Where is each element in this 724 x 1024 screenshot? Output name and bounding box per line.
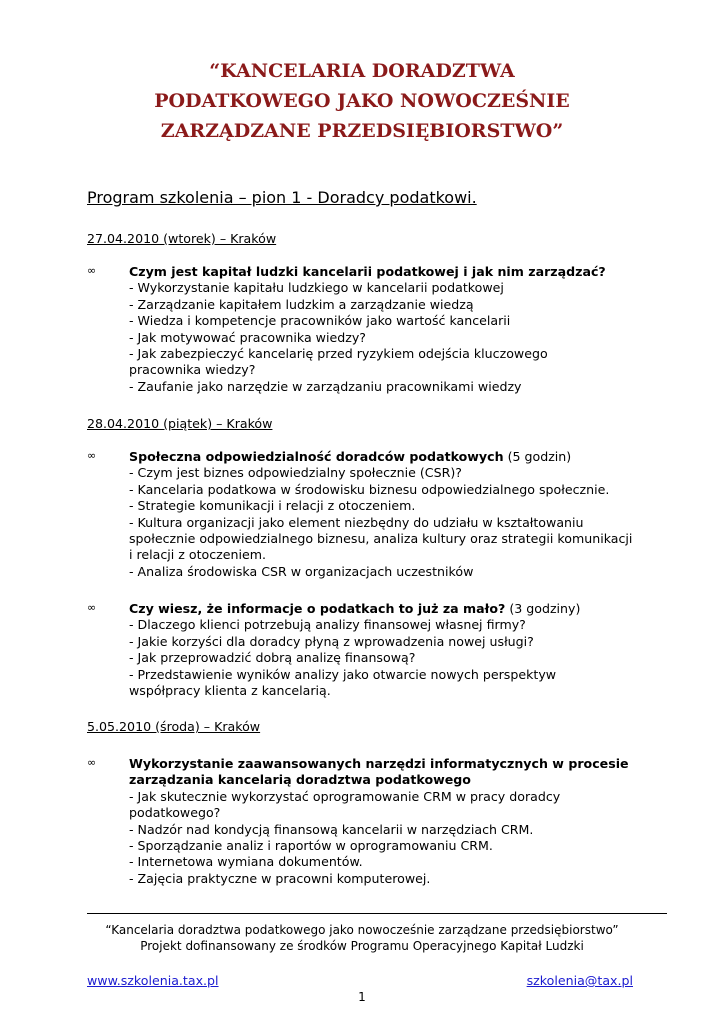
item-duration: (5 godzin) [503, 449, 572, 464]
item-line: - Przedstawienie wyników analizy jako otwarcie nowych perspektyw [129, 666, 557, 682]
item-line: - Zaufanie jako narzędzie w zarządzaniu pracownikami wiedzy [129, 378, 522, 394]
item-duration: (3 godziny) [505, 601, 581, 616]
item-line: - Kancelaria podatkowa w środowisku biznesu odpowiedzialnego społecznie. [129, 481, 610, 497]
item-heading: Czy wiesz, że informacje o podatkach to już za mało? (3 godziny) [129, 601, 581, 616]
email-link[interactable]: szkolenia@tax.pl [526, 973, 633, 988]
item-line: - Internetowa wymiana dokumentów. [129, 854, 363, 870]
title-line: ZARZĄDZANE PRZEDSIĘBIORSTWO” [160, 120, 564, 142]
item-line: pracownika wiedzy? [129, 362, 256, 378]
item-line: - Jakie korzyści dla doradcy płyną z wprowadzenia nowej usługi? [129, 633, 534, 649]
item-line: - Jak skutecznie wykorzystać oprogramowanie CRM w pracy doradcy [129, 788, 561, 804]
item-line: podatkowego? [129, 805, 221, 821]
item-line: - Zajęcia praktyczne w pracowni komputerowej. [129, 870, 431, 886]
item-line: - Wiedza i kompetencje pracowników jako wartość kancelarii [129, 313, 511, 329]
footer-funding-note: Projekt dofinansowany ze środków Programu Operacyjnego Kapitał Ludzki [140, 939, 584, 953]
item-heading-continued: zarządzania kancelarią doradztwa podatkowego [129, 772, 471, 788]
item-line: - Jak motywować pracownika wiedzy? [129, 329, 366, 345]
website-link[interactable]: www.szkolenia.tax.pl [87, 973, 219, 988]
day-date: 5.05.2010 (środa) – Kraków [87, 719, 261, 734]
item-line: - Kultura organizacji jako element niezbędny do udziału w kształtowaniu [129, 514, 584, 530]
footer-project-title: “Kancelaria doradztwa podatkowego jako nowocześnie zarządzane przedsiębiorstwo” [105, 923, 619, 937]
program-item [87, 264, 647, 395]
item-heading: Społeczna odpowiedzialność doradców podatkowych (5 godzin) [129, 449, 572, 464]
item-line: społecznie odpowiedzialnego biznesu, analiza kultury oraz strategii komunikacji [129, 531, 633, 547]
item-line: - Nadzór nad kondycją finansową kancelarii w narzędziach CRM. [129, 821, 534, 837]
footer [60, 922, 664, 954]
item-line: i relacji z otoczeniem. [129, 547, 267, 563]
title-line: PODATKOWEGO JAKO NOWOCZEŚNIE [154, 90, 570, 112]
page-number: 1 [358, 990, 366, 1004]
program-item [87, 601, 647, 699]
item-line: - Sporządzanie analiz i raportów w oprogramowaniu CRM. [129, 838, 493, 854]
program-subtitle: Program szkolenia – pion 1 - Doradcy podatkowi. [87, 188, 477, 207]
item-line: - Wykorzystanie kapitału ludzkiego w kancelarii podatkowej [129, 280, 504, 296]
item-line: - Dlaczego klienci potrzebują analizy finansowej własnej firmy? [129, 617, 526, 633]
item-line: - Strategie komunikacji i relacji z otoczeniem. [129, 498, 416, 514]
item-line: - Jak zabezpieczyć kancelarię przed ryzykiem odejścia kluczowego [129, 346, 548, 362]
day-date: 27.04.2010 (wtorek) – Kraków [87, 231, 277, 246]
item-line: - Czym jest biznes odpowiedzialny społecznie (CSR)? [129, 465, 462, 481]
day-date: 28.04.2010 (piątek) – Kraków [87, 416, 273, 431]
program-item [87, 449, 647, 580]
infinity-bullet-icon: ∞ [87, 449, 97, 462]
infinity-bullet-icon: ∞ [87, 601, 97, 614]
footer-divider [87, 913, 667, 914]
title-line: “KANCELARIA DORADZTWA [209, 60, 515, 82]
document-title [60, 56, 664, 146]
item-heading: Czym jest kapitał ludzki kancelarii podatkowej i jak nim zarządzać? [129, 264, 606, 279]
item-line: - Analiza środowiska CSR w organizacjach uczestników [129, 563, 474, 579]
program-item [87, 756, 647, 887]
item-line: - Jak przeprowadzić dobrą analizę finansową? [129, 650, 416, 666]
item-line: - Zarządzanie kapitałem ludzkim a zarządzanie wiedzą [129, 296, 474, 312]
infinity-bullet-icon: ∞ [87, 264, 97, 277]
item-heading: Wykorzystanie zaawansowanych narzędzi informatycznych w procesie [129, 756, 629, 771]
item-line: współpracy klienta z kancelarią. [129, 683, 331, 699]
infinity-bullet-icon: ∞ [87, 756, 97, 769]
